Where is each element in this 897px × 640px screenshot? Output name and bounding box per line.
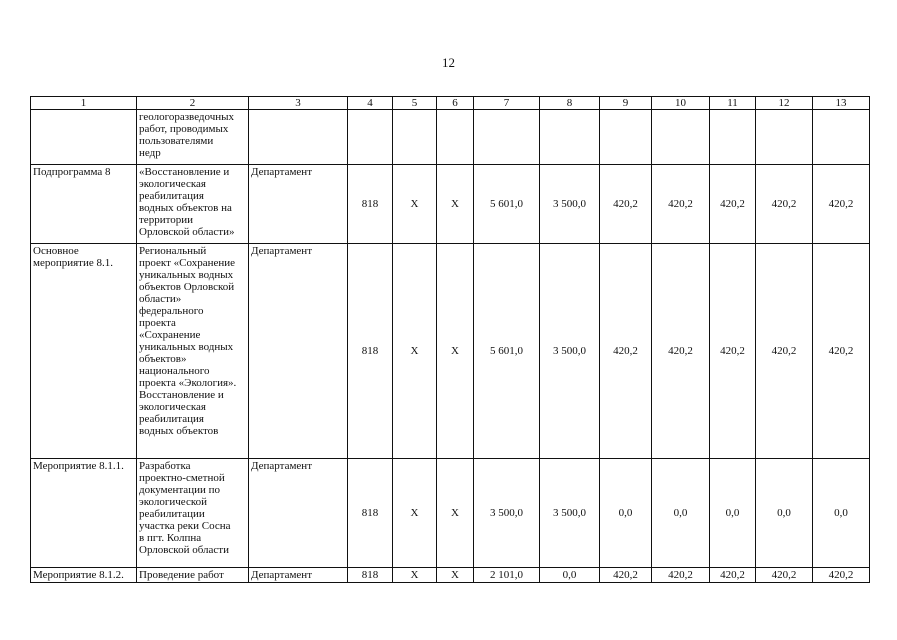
cell-year-4: 420,2 (710, 244, 756, 459)
cell-executor: Департамент (249, 459, 348, 568)
cell-year-6 (813, 110, 870, 165)
cell-year-4 (710, 110, 756, 165)
table-row (31, 244, 870, 459)
cell-year-4: 0,0 (710, 459, 756, 568)
cell-year-3: 420,2 (652, 165, 710, 244)
cell-item-name: Разработка проектно-сметной документации по экологической реабилитации участка реки Сосна в пгт. Колпна Орловской области (137, 459, 249, 568)
cell-executor (249, 110, 348, 165)
table-row (31, 459, 870, 568)
cell-grbs: 818 (348, 244, 393, 459)
cell-grbs: 818 (348, 568, 393, 583)
cell-year-2: 420,2 (600, 165, 652, 244)
cell-year-6: 0,0 (813, 459, 870, 568)
cell-year-1 (540, 110, 600, 165)
cell-item-code (31, 110, 137, 165)
header-cell-8: 8 (540, 97, 600, 110)
cell-year-5: 420,2 (756, 568, 813, 583)
cell-rzpr: Х (393, 459, 437, 568)
header-cell-7: 7 (474, 97, 540, 110)
cell-year-3: 0,0 (652, 459, 710, 568)
cell-year-4: 420,2 (710, 568, 756, 583)
cell-year-2: 420,2 (600, 244, 652, 459)
cell-total: 5 601,0 (474, 165, 540, 244)
header-cell-6: 6 (437, 97, 474, 110)
cell-year-2: 420,2 (600, 568, 652, 583)
header-cell-5: 5 (393, 97, 437, 110)
header-row (31, 97, 870, 110)
cell-year-1: 3 500,0 (540, 244, 600, 459)
cell-item-code: Мероприятие 8.1.1. (31, 459, 137, 568)
cell-csr: Х (437, 165, 474, 244)
cell-total: 5 601,0 (474, 244, 540, 459)
header-cell-4: 4 (348, 97, 393, 110)
cell-year-5: 420,2 (756, 165, 813, 244)
page-number: 12 (442, 55, 455, 70)
cell-year-2 (600, 110, 652, 165)
cell-executor: Департамент (249, 568, 348, 583)
cell-rzpr: Х (393, 244, 437, 459)
cell-year-2: 0,0 (600, 459, 652, 568)
table-header (31, 97, 870, 110)
cell-item-name: геологоразведочных работ, проводимых пользователями недр (137, 110, 249, 165)
cell-year-3: 420,2 (652, 244, 710, 459)
cell-rzpr: Х (393, 568, 437, 583)
cell-csr (437, 110, 474, 165)
cell-rzpr (393, 110, 437, 165)
cell-item-name: «Восстановление и экологическая реабилитация водных объектов на территории Орловской области» (137, 165, 249, 244)
cell-year-6: 420,2 (813, 244, 870, 459)
cell-item-code: Основное мероприятие 8.1. (31, 244, 137, 459)
cell-year-3: 420,2 (652, 568, 710, 583)
cell-grbs: 818 (348, 165, 393, 244)
table-row (31, 165, 870, 244)
header-cell-2: 2 (137, 97, 249, 110)
cell-item-code: Подпрограмма 8 (31, 165, 137, 244)
header-cell-13: 13 (813, 97, 870, 110)
cell-total (474, 110, 540, 165)
cell-executor: Департамент (249, 165, 348, 244)
cell-year-4: 420,2 (710, 165, 756, 244)
cell-item-name: Проведение работ (137, 568, 249, 583)
cell-csr: Х (437, 244, 474, 459)
header-cell-11: 11 (710, 97, 756, 110)
cell-item-code: Мероприятие 8.1.2. (31, 568, 137, 583)
cell-csr: Х (437, 459, 474, 568)
cell-year-1: 0,0 (540, 568, 600, 583)
cell-year-3 (652, 110, 710, 165)
cell-csr: Х (437, 568, 474, 583)
header-cell-3: 3 (249, 97, 348, 110)
cell-grbs: 818 (348, 459, 393, 568)
cell-total: 2 101,0 (474, 568, 540, 583)
cell-total: 3 500,0 (474, 459, 540, 568)
cell-year-5 (756, 110, 813, 165)
cell-executor: Департамент (249, 244, 348, 459)
header-cell-9: 9 (600, 97, 652, 110)
header-cell-12: 12 (756, 97, 813, 110)
table-row (31, 110, 870, 165)
header-cell-10: 10 (652, 97, 710, 110)
cell-grbs (348, 110, 393, 165)
cell-year-6: 420,2 (813, 165, 870, 244)
cell-rzpr: Х (393, 165, 437, 244)
table-body (31, 110, 870, 583)
cell-year-5: 420,2 (756, 244, 813, 459)
cell-year-1: 3 500,0 (540, 165, 600, 244)
header-cell-1: 1 (31, 97, 137, 110)
budget-table (30, 96, 870, 583)
cell-year-5: 0,0 (756, 459, 813, 568)
table-row (31, 568, 870, 583)
cell-year-1: 3 500,0 (540, 459, 600, 568)
cell-year-6: 420,2 (813, 568, 870, 583)
cell-item-name: Региональный проект «Сохранение уникальных водных объектов Орловской области» федерального проекта «Сохранение уникальных водных объектов» национального проекта «Экология». Восстановление и экологическая реабилитация водных объектов (137, 244, 249, 459)
